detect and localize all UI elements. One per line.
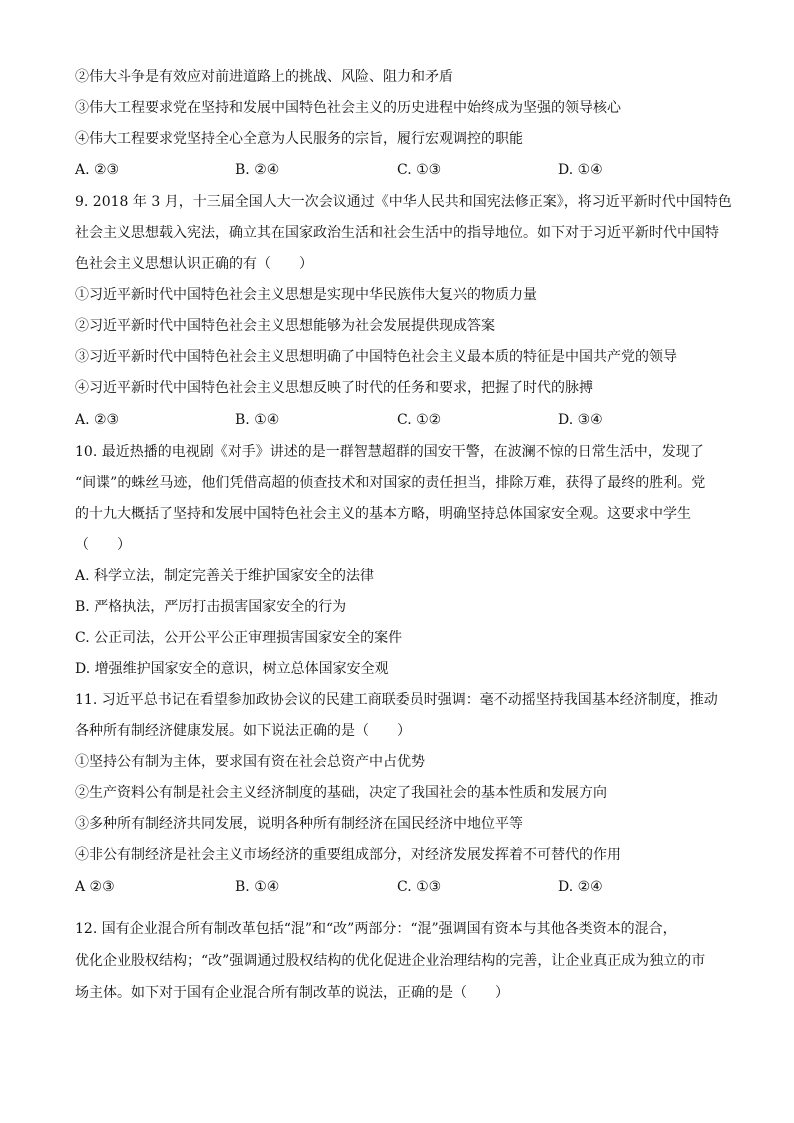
q9-stem-line-3: 色社会主义思想认识正确的有（ ） (75, 256, 313, 272)
q9-option-a: A. ②③ (75, 412, 120, 428)
q9-stem-line-2: 社会主义思想载入宪法，确立其在国家政治生活和社会生活中的指导地位。如下对于习近平新时代中国特 (75, 225, 719, 241)
q10-stem-line-2: “间谍”的蛛丝马迹，他们凭借高超的侦查技术和对国家的责任担当，排除万难，获得了最终的胜利。党 (75, 475, 706, 491)
q10-stem-line-3: 的十九大概括了坚持和发展中国特色社会主义的基本方略，明确坚持总体国家安全观。这要求中学生 (75, 506, 691, 522)
q11-options (75, 878, 715, 896)
q10-stem-line-4: （ ） (75, 537, 131, 553)
q11-statement-1: ①坚持公有制为主体，要求国有资在社会总资产中占优势 (75, 754, 425, 770)
q10-choice-a: A. 科学立法，制定完善关于维护国家安全的法律 (75, 568, 375, 584)
q9-stem-line-1: 9. 2018 年 3 月，十三届全国人大一次会议通过《中华人民共和国宪法修正案》，将习近平新时代中国特色 (75, 194, 732, 210)
q10-choice-c: C. 公正司法，公开公平公正审理损害国家安全的案件 (75, 630, 403, 646)
q9-statement-4: ④习近平新时代中国特色社会主义思想反映了时代的任务和要求，把握了时代的脉搏 (75, 380, 593, 396)
q11-option-b: B. ①④ (235, 879, 280, 895)
q9-option-d: D. ③④ (558, 412, 603, 428)
q8-option-d: D. ①④ (558, 162, 603, 178)
q11-statement-4: ④非公有制经济是社会主义市场经济的重要组成部分，对经济发展发挥着不可替代的作用 (75, 847, 621, 863)
q8-statement-4: ④伟大工程要求党坚持全心全意为人民服务的宗旨，履行宏观调控的职能 (75, 131, 523, 147)
q11-stem-line-2: 各种所有制经济健康发展。如下说法正确的是（ ） (75, 723, 411, 739)
q8-statement-2: ②伟大斗争是有效应对前进道路上的挑战、风险、阻力和矛盾 (75, 69, 453, 85)
q8-option-a: A. ②③ (75, 162, 120, 178)
q10-stem-line-1: 10. 最近热播的电视剧《对手》讲述的是一群智慧超群的国安干警，在波澜不惊的日常生活中，发现了 (75, 444, 704, 460)
q11-statement-3: ③多种所有制经济共同发展，说明各种所有制经济在国民经济中地位平等 (75, 816, 523, 832)
q10-choice-d: D. 增强维护国家安全的意识，树立总体国家安全观 (75, 661, 389, 677)
q9-statement-2: ②习近平新时代中国特色社会主义思想能够为社会发展提供现成答案 (75, 318, 495, 334)
q9-option-c: C. ①② (397, 412, 442, 428)
q9-options (75, 411, 715, 429)
q8-options (75, 161, 715, 179)
q8-option-c: C. ①③ (397, 162, 442, 178)
q9-statement-1: ①习近平新时代中国特色社会主义思想是实现中华民族伟大复兴的物质力量 (75, 287, 537, 303)
q9-statement-3: ③习近平新时代中国特色社会主义思想明确了中国特色社会主义最本质的特征是中国共产党的领导 (75, 349, 677, 365)
q8-option-b: B. ②④ (235, 162, 280, 178)
q12-stem-line-1: 12. 国有企业混合所有制改革包括“混”和“改”两部分：“混”强调国有资本与其他各类资本的混合， (75, 921, 677, 937)
q12-stem-line-3: 场主体。如下对于国有企业混合所有制改革的说法，正确的是（ ） (75, 985, 509, 1001)
q11-option-c: C. ①③ (397, 879, 442, 895)
q8-statement-3: ③伟大工程要求党在坚持和发展中国特色社会主义的历史进程中始终成为坚强的领导核心 (75, 100, 621, 116)
q12-stem-line-2: 优化企业股权结构；“改”强调通过股权结构的优化促进企业治理结构的完善，让企业真正成为独立的市 (75, 953, 706, 969)
q11-option-d: D. ②④ (558, 879, 603, 895)
q10-choice-b: B. 严格执法，严厉打击损害国家安全的行为 (75, 599, 347, 615)
q11-statement-2: ②生产资料公有制是社会主义经济制度的基础，决定了我国社会的基本性质和发展方向 (75, 785, 607, 801)
q11-option-a: A ②③ (75, 879, 115, 895)
q9-option-b: B. ①④ (235, 412, 280, 428)
q11-stem-line-1: 11. 习近平总书记在看望参加政协会议的民建工商联委员时强调：毫不动摇坚持我国基本经济制度，推动 (75, 692, 718, 708)
